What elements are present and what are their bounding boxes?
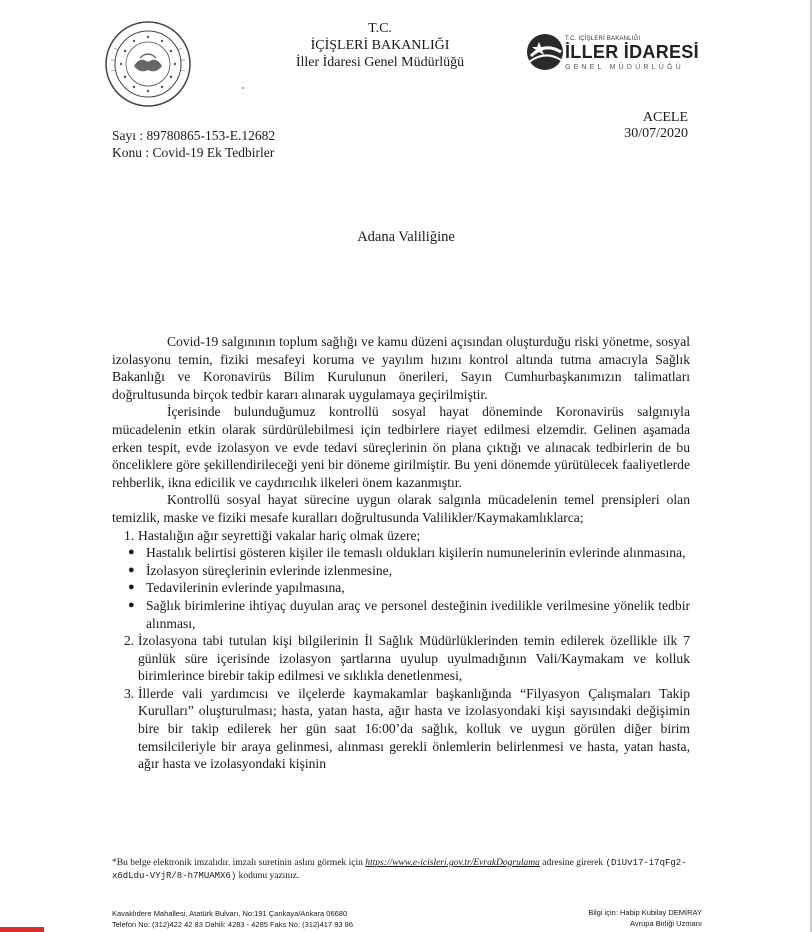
e-signature-note <box>112 857 702 883</box>
priority-date-block <box>624 110 688 142</box>
addressee: Adana Valiliğine <box>357 229 455 245</box>
bullet-item: ● Sağlık birimlerine ihtiyaç duyulan araç ve personel desteğinin ivedilikle verilmesine yönelik tedbir alınması, <box>128 597 690 631</box>
iller-idaresi-logo <box>525 30 700 75</box>
verification-code: (DiUv17-i7qFg2-x6dLdu-VYjR/8-h7MUAMX6) <box>112 858 687 881</box>
bullet-dot: ● <box>128 563 135 576</box>
bullet-dot: ● <box>128 581 135 594</box>
list-item-number: 3. <box>124 685 135 701</box>
header-tc: T.C. <box>368 21 392 36</box>
list-item-number: 1. <box>124 527 135 543</box>
letterhead <box>250 20 510 71</box>
logo-main-text: İLLER İDARESİ <box>565 42 699 62</box>
bullet-dot: ● <box>128 546 135 559</box>
priority-label: ACELE <box>642 110 688 125</box>
letter-body <box>112 333 690 773</box>
paragraph-3: Kontrollü sosyal hayat sürecine uygun olarak salgınla mücadelenin temel prensipleri olan temizlik, maske ve fiziki mesafe kuralları doğrultusunda Valilikler/Kaymakamlıklarca; <box>112 492 690 525</box>
footer-address-line: Kavaklıdere Mahallesi, Atatürk Bulvarı, No:191 Çankaya/Ankara 06680 <box>112 909 348 918</box>
paragraph-1: Covid-19 salgınının toplum sağlığı ve kamu düzeni açısından oluşturduğu riski yönetme, sosyal izolasyonu temin, fiziki mesafeyi koruma ve yayılım hızını kontrol altında tutma amacıyla Sağlık Bakanlığı ve Koronavirüs Bilim Kurulunun önerileri, Sayın Cumhurbaşkanımızın talimatları doğrultusunda birçok tedbir kararı alınarak uygulamaya geçirilmiştir. <box>112 334 690 402</box>
footer-contact-person: Bilgi için: Habip Kubilay DEMİRAY <box>588 908 702 917</box>
list-item-text: Hastalığın ağır seyrettiği vakalar hariç olmak üzere; <box>138 527 421 543</box>
bullet-dot: ● <box>128 598 135 611</box>
ministry-seal <box>104 20 192 108</box>
reference-block <box>112 127 275 161</box>
red-corner-mark <box>0 927 44 932</box>
document-date: 30/07/2020 <box>624 126 688 141</box>
list-item <box>112 527 690 633</box>
header-ministry: İÇİŞLERİ BAKANLIĞI <box>310 38 450 53</box>
logo-small-text: T.C. İÇİŞLERİ BAKANLIĞI <box>565 36 641 42</box>
list-item <box>112 632 690 685</box>
verification-link[interactable]: https://www.e-icisleri.gov.tr/EvrakDogrulama <box>365 858 540 868</box>
footer-contact <box>588 907 702 929</box>
sub-bullet-list <box>112 544 690 632</box>
list-item-text: İzolasyona tabi tutulan kişi bilgilerinin İl Sağlık Müdürlüklerinden temin edilerek özellikle ilk 7 günlük süre içerisinde izolasyon şartlarına uyulup uyulmadığının Vali/Kaymakam ve kolluk birimlerince birebir takip edilmesi ve sıklıkla denetlenmesi, <box>138 633 690 684</box>
footer-contact-title: Avrupa Birliği Uzmanı <box>630 919 702 928</box>
list-item-number: 2. <box>124 633 135 649</box>
list-item <box>112 685 690 773</box>
bullet-item: ● Hastalık belirtisi gösteren kişiler ile temaslı oldukları kişilerin numunelerinin evlerinde alınmasına, <box>128 545 686 561</box>
footnote-tail: kodunu yazınız. <box>238 871 300 881</box>
logo-sub-text: GENEL MÜDÜRLÜĞÜ <box>565 64 684 71</box>
footer-phone-line: Telefon No: (312)422 42 83 Dahili: 4283 - 4285 Faks No: (312)417 93 86 <box>112 920 353 929</box>
measures-list <box>112 527 690 773</box>
reference-number: Sayı : 89780865-153-E.12682 <box>112 128 276 143</box>
header-directorate: İller İdaresi Genel Müdürlüğü <box>295 55 465 70</box>
paragraph-2: İçerisinde bulunduğumuz kontrollü sosyal hayat döneminde Koronavirüs salgınıyla mücadelenin etkin olarak sürdürülebilmesi için tedbirlere riayet edilmesi elzemdir. Gelinen aşamada erken tespit, evde izolasyon ve evde tedavi süreçlerinin ön plana çıktığı ve alınacak tedbirlerin de bu önceliklere göre şekillendirileceği yeni bir döneme girilmiştir. Bu yeni dönemde yürütülecek faaliyetlerde rehberlik, ikna edicilik ve caydırıcılık ilkeleri önem kazanmıştır. <box>112 404 690 490</box>
subject-line: Konu : Covid-19 Ek Tedbirler <box>112 145 275 160</box>
footnote-mid: adresine girerek <box>542 858 604 868</box>
bullet-item: ● Tedavilerinin evlerinde yapılmasına, <box>128 580 345 596</box>
bullet-item: ● İzolasyon süreçlerinin evlerinde izlenmesine, <box>128 562 393 578</box>
footer-address <box>112 908 353 930</box>
list-item-text: İllerde vali yardımcısı ve ilçelerde kaymakamlar başkanlığında “Filyasyon Çalışmaları Takip Kurulları” oluşturulması; hasta, yatan hasta, ağır hasta ve izolasyondaki kişi sayısındaki değişimin bire bir takip edilerek her gün saat 16:00’da sağlık, kolluk ve uygun görülen diğer birim temsilcileriyle bir araya gelinmesi, alınması gerekli önlemlerin belirlenmesi ve hasta, yatan hasta, ağır hasta ve izolasyondaki kişinin <box>138 685 690 772</box>
scan-speck <box>242 87 244 89</box>
footnote-lead: *Bu belge elektronik imzalıdır. imzalı suretinin aslını görmek için <box>112 858 363 868</box>
